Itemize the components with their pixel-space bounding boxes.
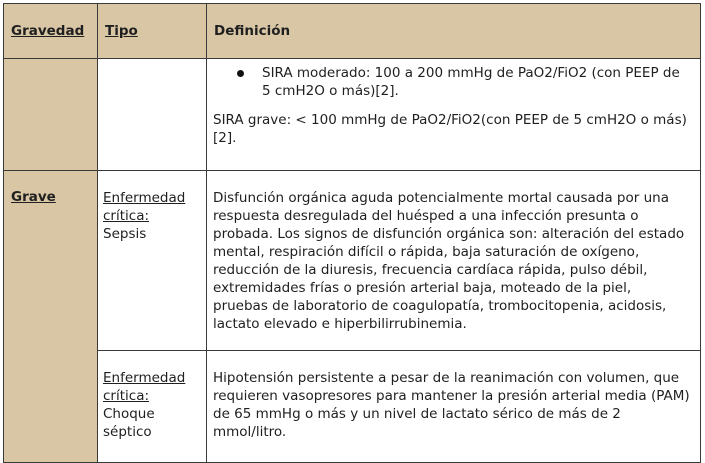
header-definicion	[207, 4, 701, 59]
tipo-name-choque: Choque séptico	[103, 406, 155, 440]
tipo-link-choque[interactable]: Enfermedad crítica:	[103, 370, 186, 404]
table-row-sepsis	[4, 171, 701, 351]
definition-cell-sepsis	[207, 171, 701, 351]
gravedad-cell-continuation	[4, 59, 98, 171]
header-tipo	[98, 4, 207, 59]
tipo-name-sepsis: Sepsis	[103, 226, 147, 242]
definition-sepsis: Disfunción orgánica aguda potencialmente mortal causada por una respuesta desregulada del huésped a una infección presunta o probada. Los signos de disfunción orgánica son: alteración del estado mental, respiración difícil o rápida, baja saturación de oxígeno, reducción de la diuresis, frecuencia cardíaca rápida, pulso débil, extremidades frías o presión arterial baja, moteado de la piel, pruebas de laboratorio de coagulopatía, trombocitopenia, acidosis, lactato elevado e hiperbilirrubinemia.	[213, 190, 685, 332]
gravedad-cell-grave	[4, 171, 98, 463]
tipo-cell-choque	[98, 351, 207, 463]
header-gravedad-label: Gravedad	[11, 23, 85, 39]
table-header-row	[4, 4, 701, 59]
header-gravedad	[4, 4, 98, 59]
severity-grave-label: Grave	[11, 189, 56, 205]
sira-moderado-text: SIRA moderado: 100 a 200 mmHg de PaO2/FiO2 (con PEEP de 5 cmH2O o más)[2].	[262, 65, 680, 99]
tipo-cell-continuation	[98, 59, 207, 171]
tipo-link-sepsis[interactable]: Enfermedad crítica:	[103, 190, 186, 224]
definition-cell-continuation	[207, 59, 701, 171]
list-item	[207, 59, 700, 100]
severity-table	[3, 3, 701, 463]
tipo-cell-sepsis	[98, 171, 207, 351]
table-row-choque	[4, 351, 701, 463]
header-tipo-label: Tipo	[105, 23, 138, 39]
sira-grave-text: SIRA grave: < 100 mmHg de PaO2/FiO2(con PEEP de 5 cmH2O o más)[2].	[213, 112, 687, 146]
header-definicion-label: Definición	[214, 23, 291, 39]
bullet-icon	[237, 70, 244, 77]
table-row-continuation	[4, 59, 701, 171]
definition-choque: Hipotensión persistente a pesar de la reanimación con volumen, que requieren vasopresores para mantener la presión arterial media (PAM) de 65 mmHg o más y un nivel de lactato sérico de más de 2 mmol/litro.	[213, 370, 690, 440]
definition-cell-choque	[207, 351, 701, 463]
